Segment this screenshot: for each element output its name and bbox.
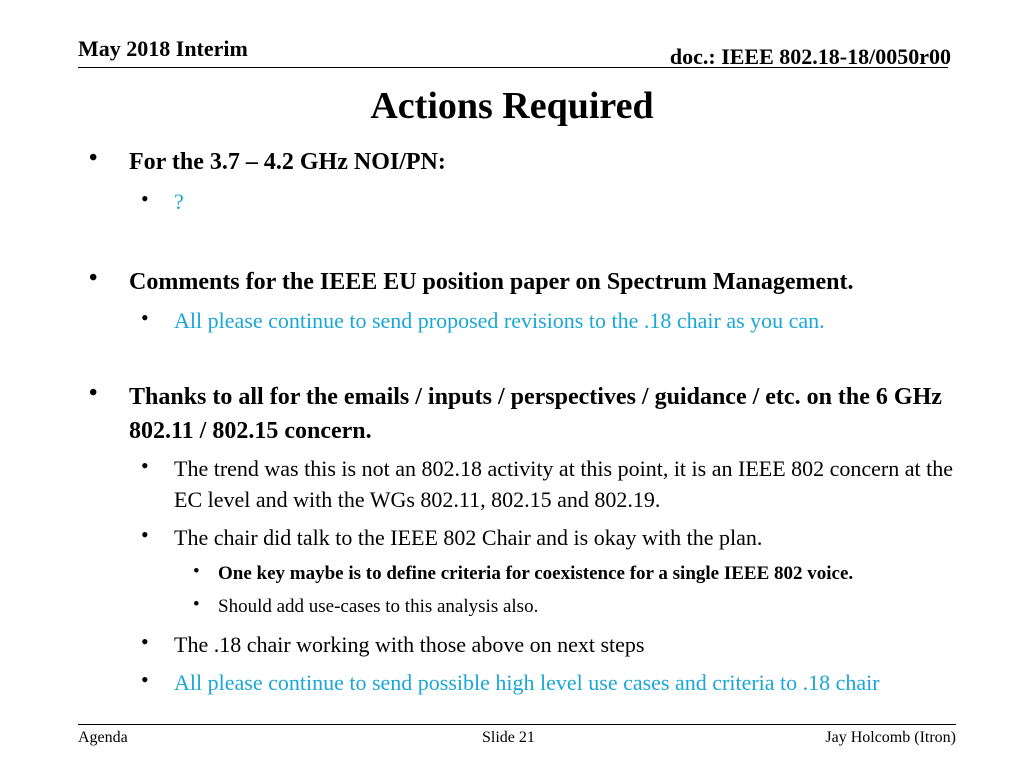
footer-slide-number: Slide 21: [482, 729, 535, 746]
bullet-dot: •: [141, 305, 149, 330]
bullet-dot: •: [193, 561, 200, 582]
bullet-text: All please continue to send possible high level use cases and criteria to .18 chair: [174, 670, 880, 695]
bullet-dot: •: [141, 667, 149, 692]
footer-right: Jay Holcomb (Itron): [825, 729, 956, 746]
slide-title: Actions Required: [370, 85, 654, 127]
bullet-text: One key maybe is to define criteria for coexistence for a single IEEE 802 voice.: [218, 563, 854, 584]
bullet-dot: •: [89, 265, 98, 291]
header-right: doc.: IEEE 802.18-18/0050r00: [669, 44, 951, 69]
bullet-text: For the 3.7 – 4.2 GHz NOI/PN:: [129, 149, 446, 175]
bullet-text: Comments for the IEEE EU position paper on Spectrum Management.: [129, 269, 854, 295]
bullet-dot: •: [89, 145, 98, 171]
footer-left: Agenda: [78, 729, 128, 746]
footer-rule: [78, 724, 956, 725]
bullet-text: The .18 chair working with those above on next steps: [174, 632, 645, 657]
bullet-text: The trend was this is not an 802.18 activity at this point, it is an IEEE 802 concern at the EC level and with the WGs 802.11, 802.15 and 802.19.: [174, 456, 954, 512]
bullet-text: Should add use-cases to this analysis also.: [218, 596, 539, 617]
bullet-dot: •: [141, 186, 149, 211]
bullet-dot: •: [89, 380, 98, 406]
bullet-dot: •: [193, 594, 200, 615]
bullet-text: Thanks to all for the emails / inputs / perspectives / guidance / etc. on the 6 GHz 802.11 / 802.15 concern.: [129, 384, 942, 444]
bullet-dot: •: [141, 522, 149, 547]
bullet-dot: •: [141, 453, 149, 478]
header-left: May 2018 Interim: [78, 36, 248, 61]
bullet-text: ?: [174, 189, 184, 214]
header-rule: [78, 67, 948, 68]
bullet-text: All please continue to send proposed revisions to the .18 chair as you can.: [174, 308, 825, 333]
bullet-text: The chair did talk to the IEEE 802 Chair and is okay with the plan.: [174, 525, 763, 550]
bullet-dot: •: [141, 629, 149, 654]
